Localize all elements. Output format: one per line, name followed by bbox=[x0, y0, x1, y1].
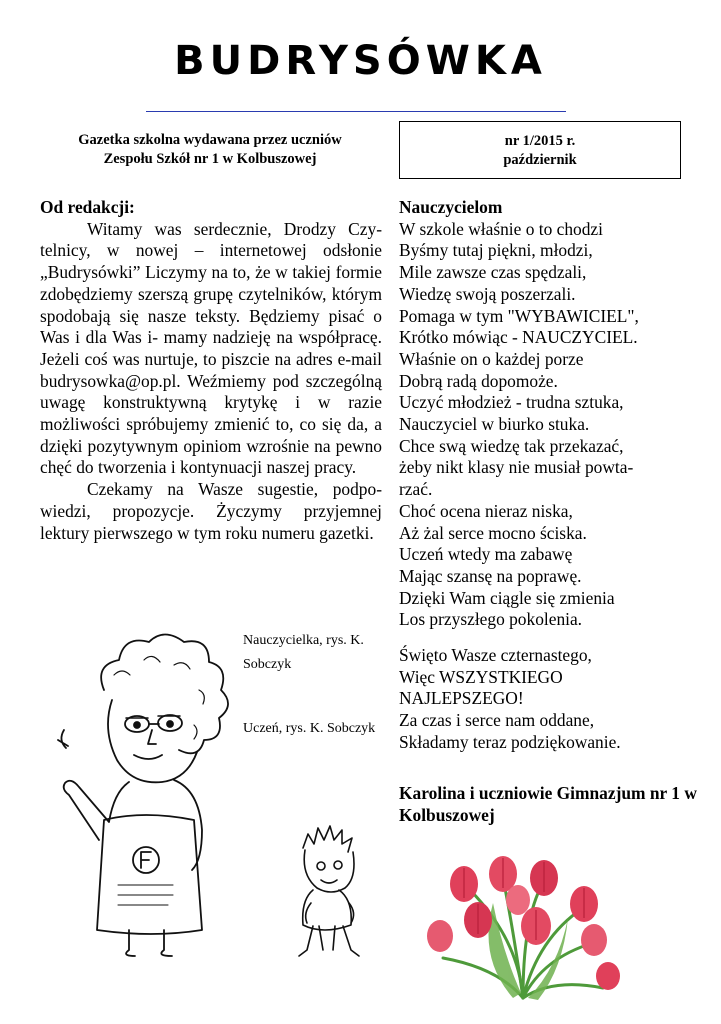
poem-line: rzać. bbox=[399, 479, 433, 500]
newsletter-title: BUDRYSÓWKA bbox=[174, 38, 547, 84]
poem-column bbox=[399, 197, 699, 754]
poem-line: Składamy teraz podziękowanie. bbox=[399, 731, 621, 752]
tulip-bouquet-image bbox=[418, 848, 628, 998]
issue-box bbox=[399, 121, 681, 179]
poem-stanza-1 bbox=[399, 219, 699, 631]
poem-line: Mając szansę na poprawę. bbox=[399, 565, 582, 586]
issue-month: październik bbox=[503, 152, 577, 168]
poem-line: Mile zawsze czas spędzali, bbox=[399, 262, 587, 283]
poem-line: Dobrą radą dopomoże. bbox=[399, 370, 558, 391]
poem-line: Wiedzę swoją poszerzali. bbox=[399, 283, 576, 304]
poem-line: Aż żal serce mocno ściska. bbox=[399, 522, 587, 543]
stanza-gap bbox=[399, 631, 699, 645]
teacher-sketch-illustration bbox=[34, 630, 244, 960]
poem-line: Choć ocena nieraz niska, bbox=[399, 500, 573, 521]
editorial-paragraph-2: Czekamy na Wasze sugestie, podpowiedzi, propozycje. Życzymy przyjemnej lektury pierwszego w tym roku numeru gazetki. bbox=[40, 479, 382, 543]
poem-line: żeby nikt klasy nie musiał powta- bbox=[399, 457, 634, 478]
poem-line: Krótko mówiąc - NAUCZYCIEL. bbox=[399, 327, 638, 348]
publisher-info bbox=[40, 131, 380, 169]
poem-line: Los przyszłego pokolenia. bbox=[399, 609, 583, 630]
poem-line: Uczeń wtedy ma zabawę bbox=[399, 544, 573, 565]
poem-line: Pomaga w tym "WYBAWICIEL", bbox=[399, 305, 639, 326]
editorial-paragraph-1: Witamy was serdecznie, Drodzy Czytelnicy, w nowej – internetowej odsłonie „Budrysówki” Liczymy na to, że w takiej formie zdobędziemy szerszą grupę czytelników, którym spodobają się nasze teksty. Będziemy pisać o Was i dla Was i- mamy nadzieję na współpracę. Jeżeli coś was nurtuje, to piszcie na adres e-mail budrysowka@op.pl. Weźmiemy pod szczególną uwagę konstruktywną krytykę i w razie możliwości spróbujemy zmienić to, co się da, a dzięki pozytywnym opiniom wzrośnie na pewno chęć do tworzenia i kontynuacji naszej pracy. bbox=[40, 218, 382, 478]
poem-signature: Karolina i uczniowie Gimnazjum nr 1 w Kolbuszowej bbox=[399, 783, 697, 825]
poem-line: Nauczyciel w biurko stuka. bbox=[399, 414, 590, 435]
poem-line: Święto Wasze czternastego, bbox=[399, 645, 592, 666]
editorial-heading: Od redakcji: bbox=[40, 197, 135, 217]
poem-line: Uczyć młodzież - trudna sztuka, bbox=[399, 392, 624, 413]
student-sketch-illustration bbox=[283, 818, 373, 968]
publisher-line-1: Gazetka szkolna wydawana przez uczniów bbox=[78, 132, 342, 148]
teacher-caption: Nauczycielka, rys. K. Sobczyk bbox=[243, 633, 364, 672]
poem-line: W szkole właśnie o to chodzi bbox=[399, 218, 603, 239]
editorial-column bbox=[40, 197, 382, 544]
title-divider bbox=[146, 111, 566, 112]
poem-line: Za czas i serce nam oddane, bbox=[399, 710, 595, 731]
publisher-line-2: Zespołu Szkół nr 1 w Kolbuszowej bbox=[103, 151, 317, 167]
poem-title: Nauczycielom bbox=[399, 197, 503, 217]
poem-line: NAJLEPSZEGO! bbox=[399, 688, 524, 709]
poem-line: Właśnie on o każdej porze bbox=[399, 348, 584, 369]
poem-line: Więc WSZYSTKIEGO bbox=[399, 666, 563, 687]
poem-stanza-2 bbox=[399, 645, 699, 754]
issue-number: nr 1/2015 r. bbox=[504, 133, 576, 149]
poem-line: Dzięki Wam ciągle się zmienia bbox=[399, 587, 615, 608]
poem-line: Byśmy tutaj piękni, młodzi, bbox=[399, 240, 593, 261]
student-caption: Uczeń, rys. K. Sobczyk bbox=[243, 721, 376, 736]
poem-line: Chce swą wiedzę tak przekazać, bbox=[399, 435, 624, 456]
